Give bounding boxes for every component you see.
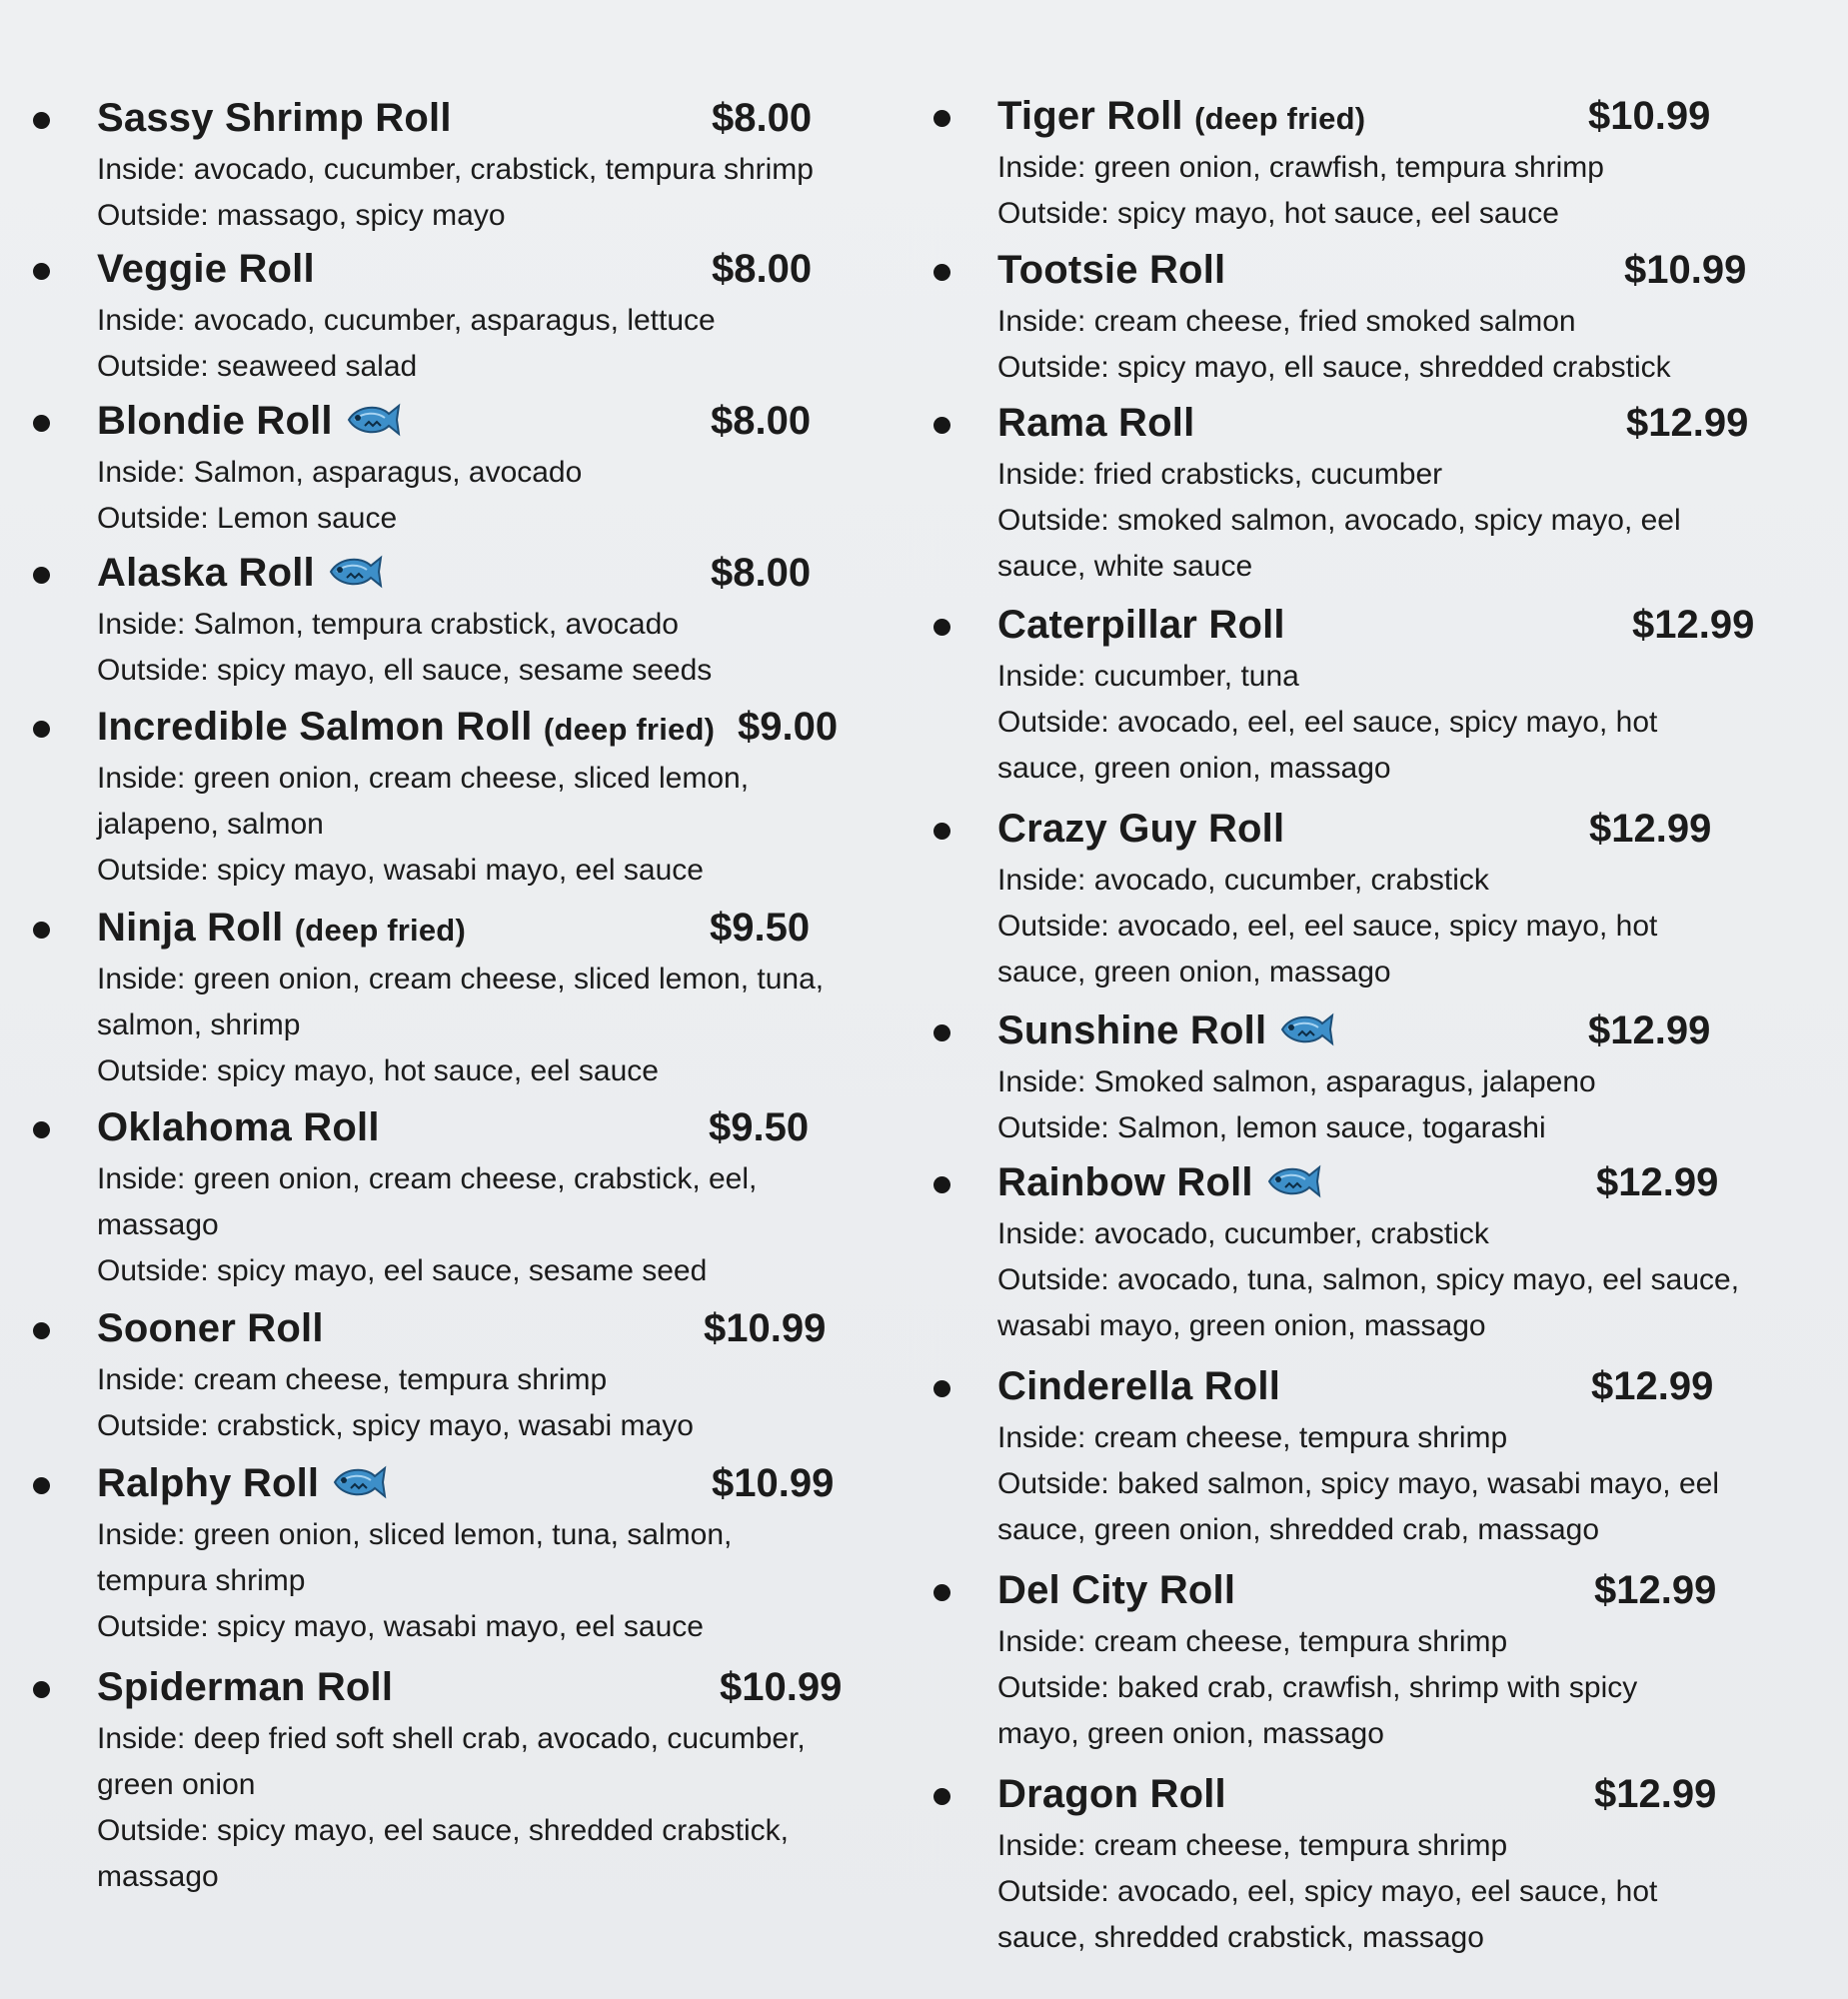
- item-name-text: Rainbow Roll: [997, 1160, 1253, 1204]
- bullet-icon: [933, 619, 950, 636]
- bullet-icon: [933, 823, 950, 840]
- item-name: [997, 93, 1365, 142]
- item-name: [997, 602, 1285, 648]
- description-line: Inside: Salmon, asparagus, avocado: [97, 456, 583, 489]
- item-name-text: Tootsie Roll: [997, 248, 1226, 292]
- item-name-text: Spiderman Roll: [97, 1665, 394, 1709]
- description-line: Outside: smoked salmon, avocado, spicy mayo, eel: [997, 504, 1681, 537]
- description-line: Outside: spicy mayo, eel sauce, sesame seed: [97, 1254, 708, 1287]
- description-line: Inside: avocado, cucumber, crabstick: [997, 864, 1489, 897]
- item-note: (deep fried): [294, 913, 466, 948]
- description-line: Outside: crabstick, spicy mayo, wasabi mayo: [97, 1409, 694, 1442]
- description-line: Outside: spicy mayo, ell sauce, shredded crabstick: [997, 351, 1671, 384]
- item-note: (deep fried): [543, 712, 716, 747]
- item-name: [97, 905, 466, 954]
- item-price: $10.99: [712, 1461, 835, 1505]
- item-name: [97, 398, 401, 444]
- item-price: $12.99: [1594, 1772, 1717, 1816]
- bullet-icon: [933, 1024, 950, 1041]
- item-name-text: Cinderella Roll: [997, 1364, 1281, 1408]
- item-name: [997, 806, 1284, 852]
- bullet-icon: [933, 417, 950, 434]
- item-name-text: Sunshine Roll: [997, 1008, 1267, 1052]
- item-name: [97, 550, 383, 596]
- description-line: Inside: green onion, sliced lemon, tuna, salmon,: [97, 1518, 733, 1551]
- description-line: Inside: Salmon, tempura crabstick, avocado: [97, 608, 679, 641]
- description-line: Inside: cream cheese, tempura shrimp: [997, 1625, 1508, 1658]
- description-line: Outside: spicy mayo, wasabi mayo, eel sauce: [97, 1610, 704, 1643]
- description-line: Inside: fried crabsticks, cucumber: [997, 458, 1443, 491]
- item-price: $8.00: [711, 399, 812, 443]
- item-price: $12.99: [1594, 1568, 1717, 1612]
- bullet-icon: [33, 1477, 50, 1494]
- description-line: tempura shrimp: [97, 1564, 306, 1597]
- item-price: $8.00: [712, 96, 813, 140]
- fish-icon: [345, 400, 401, 440]
- item-name: [997, 400, 1194, 446]
- fish-icon: [1278, 1009, 1334, 1049]
- item-name-text: Oklahoma Roll: [97, 1105, 380, 1149]
- bullet-icon: [33, 567, 50, 584]
- description-line: sauce, green onion, massago: [997, 752, 1391, 785]
- item-name: [97, 246, 315, 292]
- description-line: Outside: avocado, eel, eel sauce, spicy mayo, hot: [997, 706, 1658, 739]
- bullet-icon: [33, 1322, 50, 1339]
- bullet-icon: [933, 1176, 950, 1193]
- item-price: $12.99: [1596, 1160, 1719, 1204]
- item-name-text: Veggie Roll: [97, 247, 315, 291]
- item-name-text: Blondie Roll: [97, 399, 333, 443]
- fish-icon: [327, 552, 383, 592]
- fish-icon: [1265, 1161, 1321, 1201]
- bullet-icon: [33, 1121, 50, 1138]
- bullet-icon: [33, 721, 50, 738]
- item-description: [97, 298, 716, 390]
- item-name-text: Caterpillar Roll: [997, 603, 1285, 647]
- item-description: [97, 1512, 732, 1650]
- description-line: Outside: spicy mayo, hot sauce, eel sauce: [97, 1054, 659, 1087]
- description-line: salmon, shrimp: [97, 1008, 301, 1041]
- item-description: [97, 1357, 694, 1449]
- description-line: Inside: avocado, cucumber, crabstick, tempura shrimp: [97, 153, 814, 186]
- item-name-text: Ninja Roll: [97, 906, 284, 950]
- item-price: $8.00: [711, 551, 812, 595]
- item-name-text: Dragon Roll: [997, 1772, 1226, 1816]
- description-line: Inside: Smoked salmon, asparagus, jalapeno: [997, 1065, 1596, 1098]
- item-price: $10.99: [704, 1306, 827, 1350]
- description-line: wasabi mayo, green onion, massago: [997, 1309, 1486, 1342]
- description-line: Inside: cream cheese, tempura shrimp: [997, 1421, 1508, 1454]
- description-line: Inside: cucumber, tuna: [997, 660, 1299, 693]
- item-description: [997, 1211, 1739, 1349]
- bullet-icon: [33, 922, 50, 939]
- bullet-icon: [33, 112, 50, 129]
- description-line: Outside: avocado, eel, spicy mayo, eel sauce, hot: [997, 1875, 1658, 1908]
- bullet-icon: [933, 110, 950, 127]
- description-line: Outside: avocado, eel, eel sauce, spicy mayo, hot: [997, 910, 1658, 943]
- item-price: $10.99: [720, 1665, 843, 1709]
- description-line: jalapeno, salmon: [97, 808, 324, 841]
- description-line: Inside: avocado, cucumber, asparagus, lettuce: [97, 304, 716, 337]
- description-line: Outside: spicy mayo, ell sauce, sesame seeds: [97, 654, 713, 687]
- description-line: sauce, green onion, massago: [997, 956, 1391, 989]
- description-line: Outside: seaweed salad: [97, 350, 418, 383]
- description-line: Outside: Lemon sauce: [97, 502, 398, 535]
- bullet-icon: [933, 264, 950, 281]
- bullet-icon: [933, 1380, 950, 1397]
- item-price: $9.50: [709, 1105, 810, 1149]
- description-line: green onion: [97, 1768, 256, 1801]
- description-line: Outside: massago, spicy mayo: [97, 199, 506, 232]
- description-line: sauce, shredded crabstick, massago: [997, 1921, 1484, 1954]
- description-line: sauce, green onion, shredded crab, massago: [997, 1513, 1600, 1546]
- item-price: $10.99: [1624, 248, 1747, 292]
- item-description: [997, 299, 1671, 391]
- item-name: [997, 1007, 1334, 1053]
- item-price: $12.99: [1632, 603, 1755, 647]
- item-description: [97, 756, 749, 894]
- description-line: sauce, white sauce: [997, 550, 1253, 583]
- item-price: $10.99: [1588, 94, 1711, 138]
- item-name: [97, 1305, 324, 1351]
- item-name-text: Sassy Shrimp Roll: [97, 96, 452, 140]
- bullet-icon: [933, 1788, 950, 1805]
- item-description: [997, 452, 1681, 590]
- item-description: [97, 1716, 806, 1900]
- item-description: [997, 1619, 1637, 1757]
- item-price: $8.00: [712, 247, 813, 291]
- item-price: $9.00: [738, 705, 839, 749]
- item-name: [997, 247, 1225, 293]
- item-description: [997, 145, 1604, 237]
- item-name-text: Rama Roll: [997, 401, 1195, 445]
- item-name-text: Tiger Roll: [997, 94, 1183, 138]
- item-price: $12.99: [1591, 1364, 1714, 1408]
- item-description: [97, 957, 824, 1094]
- item-description: [997, 1823, 1657, 1961]
- left-menu-column: [0, 0, 900, 1999]
- item-name: [97, 1460, 387, 1506]
- bullet-icon: [33, 1681, 50, 1698]
- item-name-text: Ralphy Roll: [97, 1461, 320, 1505]
- description-line: Inside: cream cheese, tempura shrimp: [997, 1829, 1508, 1862]
- description-line: Inside: avocado, cucumber, crabstick: [997, 1217, 1489, 1250]
- item-description: [997, 858, 1657, 996]
- description-line: mayo, green onion, massago: [997, 1717, 1384, 1750]
- item-name-text: Sooner Roll: [97, 1306, 324, 1350]
- description-line: Inside: green onion, cream cheese, crabstick, eel,: [97, 1162, 758, 1195]
- item-name: [997, 1159, 1321, 1205]
- item-description: [97, 450, 582, 542]
- item-name: [97, 704, 715, 753]
- description-line: Outside: avocado, tuna, salmon, spicy mayo, eel sauce,: [997, 1263, 1740, 1296]
- item-name: [97, 1104, 380, 1150]
- item-name: [97, 95, 452, 141]
- right-menu-column: [900, 0, 1799, 1999]
- description-line: Inside: deep fried soft shell crab, avocado, cucumber,: [97, 1722, 806, 1755]
- item-name-text: Del City Roll: [997, 1568, 1236, 1612]
- item-name-text: Incredible Salmon Roll: [97, 705, 533, 749]
- item-price: $12.99: [1588, 1008, 1711, 1052]
- item-description: [997, 654, 1657, 792]
- description-line: Outside: baked crab, crawfish, shrimp with spicy: [997, 1671, 1638, 1704]
- description-line: massago: [97, 1860, 219, 1893]
- item-name-text: Crazy Guy Roll: [997, 807, 1285, 851]
- item-name: [997, 1771, 1226, 1817]
- bullet-icon: [33, 415, 50, 432]
- description-line: Inside: cream cheese, tempura shrimp: [97, 1363, 608, 1396]
- bullet-icon: [933, 1584, 950, 1601]
- item-description: [97, 1156, 757, 1294]
- description-line: Inside: green onion, cream cheese, sliced lemon, tuna,: [97, 963, 825, 996]
- item-description: [97, 147, 814, 239]
- description-line: Outside: Salmon, lemon sauce, togarashi: [997, 1111, 1546, 1144]
- fish-icon: [331, 1462, 387, 1502]
- item-price: $9.50: [710, 906, 811, 950]
- description-line: Inside: green onion, cream cheese, sliced lemon,: [97, 762, 750, 795]
- description-line: Outside: spicy mayo, hot sauce, eel sauce: [997, 197, 1559, 230]
- item-note: (deep fried): [1194, 101, 1366, 136]
- item-price: $12.99: [1589, 807, 1712, 851]
- item-name: [997, 1363, 1280, 1409]
- item-description: [97, 602, 712, 694]
- description-line: Outside: spicy mayo, eel sauce, shredded crabstick,: [97, 1814, 789, 1847]
- item-description: [997, 1415, 1719, 1553]
- item-name: [997, 1567, 1235, 1613]
- item-price: $12.99: [1626, 401, 1749, 445]
- description-line: Outside: spicy mayo, wasabi mayo, eel sauce: [97, 854, 704, 887]
- description-line: massago: [97, 1208, 219, 1241]
- description-line: Inside: green onion, crawfish, tempura shrimp: [997, 151, 1604, 184]
- bullet-icon: [33, 263, 50, 280]
- item-name-text: Alaska Roll: [97, 551, 315, 595]
- item-description: [997, 1059, 1596, 1151]
- item-name: [97, 1664, 393, 1710]
- description-line: Outside: baked salmon, spicy mayo, wasabi mayo, eel: [997, 1467, 1720, 1500]
- description-line: Inside: cream cheese, fried smoked salmon: [997, 305, 1576, 338]
